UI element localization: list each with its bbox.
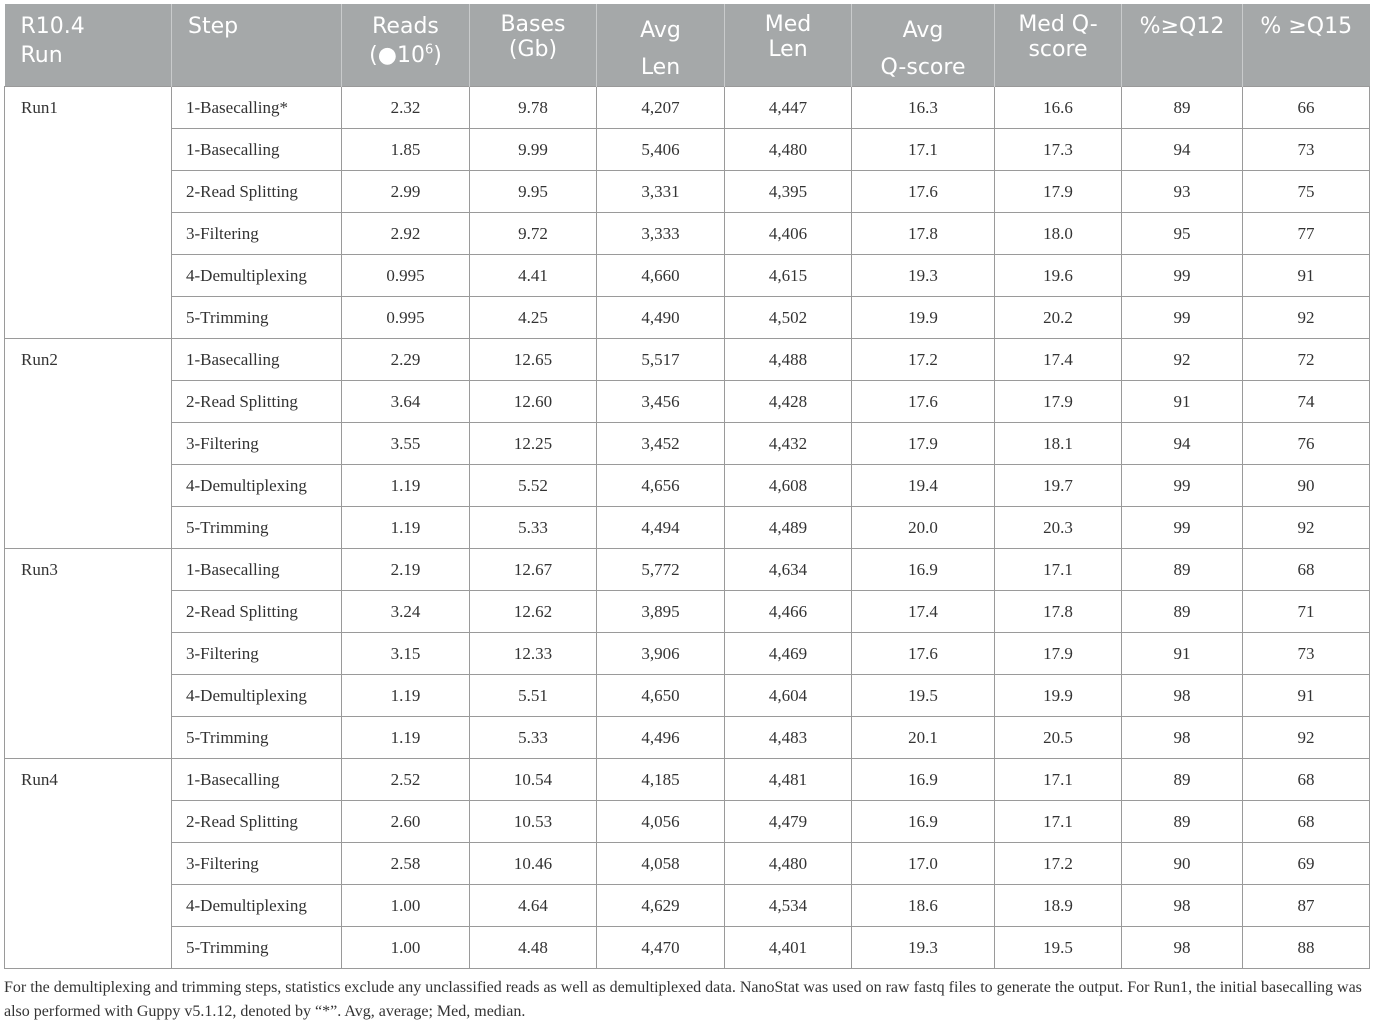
cell-pct-q15: 75 <box>1243 171 1370 213</box>
cell-reads: 2.52 <box>342 759 470 801</box>
cell-avg-qscore: 16.3 <box>852 87 995 129</box>
table-row <box>5 381 1370 423</box>
cell-avg-qscore: 17.6 <box>852 633 995 675</box>
header-med-qscore: Med Q- score <box>995 4 1122 87</box>
cell-reads: 1.85 <box>342 129 470 171</box>
cell-pct-q12: 99 <box>1122 255 1243 297</box>
cell-reads: 0.995 <box>342 255 470 297</box>
header-avg-qscore: Avg Q-score <box>852 4 995 87</box>
cell-avg-len: 5,772 <box>597 549 725 591</box>
table-row <box>5 717 1370 759</box>
cell-avg-qscore: 19.9 <box>852 297 995 339</box>
cell-med-len: 4,534 <box>725 885 852 927</box>
cell-pct-q15: 90 <box>1243 465 1370 507</box>
cell-avg-qscore: 17.9 <box>852 423 995 465</box>
header-pct-q12: %≥Q12 <box>1122 4 1243 87</box>
cell-reads: 1.19 <box>342 717 470 759</box>
cell-bases: 9.78 <box>470 87 597 129</box>
cell-med-qscore: 17.2 <box>995 843 1122 885</box>
cell-avg-len: 4,207 <box>597 87 725 129</box>
cell-step: 3-Filtering <box>172 423 342 465</box>
cell-bases: 4.64 <box>470 885 597 927</box>
cell-avg-qscore: 20.1 <box>852 717 995 759</box>
cell-pct-q12: 94 <box>1122 129 1243 171</box>
cell-pct-q12: 92 <box>1122 339 1243 381</box>
cell-avg-qscore: 19.4 <box>852 465 995 507</box>
cell-bases: 10.53 <box>470 801 597 843</box>
cell-med-len: 4,466 <box>725 591 852 633</box>
cell-avg-len: 4,494 <box>597 507 725 549</box>
cell-pct-q12: 99 <box>1122 465 1243 507</box>
cell-pct-q15: 72 <box>1243 339 1370 381</box>
table-footnote: For the demultiplexing and trimming steps, statistics exclude any unclassified reads as well as demultiplexed data. NanoStat was used on raw fastq files to generate the output. For Run1, the initial basecalling was also performed with Guppy v5.1.12, denoted by “*”. Avg, average; Med, median. <box>4 979 1362 1020</box>
cell-reads: 0.995 <box>342 297 470 339</box>
cell-pct-q12: 95 <box>1122 213 1243 255</box>
cell-med-len: 4,432 <box>725 423 852 465</box>
table-row <box>5 507 1370 549</box>
table-row <box>5 87 1370 129</box>
cell-step: 3-Filtering <box>172 843 342 885</box>
cell-avg-len: 4,656 <box>597 465 725 507</box>
cell-med-qscore: 18.9 <box>995 885 1122 927</box>
cell-pct-q12: 98 <box>1122 717 1243 759</box>
cell-pct-q15: 91 <box>1243 675 1370 717</box>
cell-step: 2-Read Splitting <box>172 591 342 633</box>
table-row <box>5 633 1370 675</box>
cell-avg-qscore: 19.3 <box>852 927 995 969</box>
cell-pct-q15: 92 <box>1243 717 1370 759</box>
cell-pct-q15: 92 <box>1243 507 1370 549</box>
cell-step: 5-Trimming <box>172 717 342 759</box>
cell-bases: 12.65 <box>470 339 597 381</box>
cell-bases: 10.46 <box>470 843 597 885</box>
cell-reads: 3.55 <box>342 423 470 465</box>
cell-pct-q12: 98 <box>1122 675 1243 717</box>
cell-pct-q15: 73 <box>1243 129 1370 171</box>
cell-med-len: 4,406 <box>725 213 852 255</box>
cell-step: 3-Filtering <box>172 213 342 255</box>
cell-step: 2-Read Splitting <box>172 381 342 423</box>
cell-pct-q12: 94 <box>1122 423 1243 465</box>
cell-pct-q12: 89 <box>1122 549 1243 591</box>
cell-reads: 2.29 <box>342 339 470 381</box>
cell-avg-qscore: 16.9 <box>852 759 995 801</box>
header-avg-len: Avg Len <box>597 4 725 87</box>
cell-bases: 5.33 <box>470 507 597 549</box>
cell-pct-q12: 90 <box>1122 843 1243 885</box>
cell-avg-len: 4,496 <box>597 717 725 759</box>
cell-reads: 3.64 <box>342 381 470 423</box>
cell-med-qscore: 16.6 <box>995 87 1122 129</box>
table-row <box>5 213 1370 255</box>
cell-reads: 2.32 <box>342 87 470 129</box>
cell-avg-len: 4,650 <box>597 675 725 717</box>
cell-avg-len: 4,490 <box>597 297 725 339</box>
cell-avg-qscore: 20.0 <box>852 507 995 549</box>
cell-step: 3-Filtering <box>172 633 342 675</box>
cell-avg-len: 4,660 <box>597 255 725 297</box>
cell-avg-len: 3,895 <box>597 591 725 633</box>
cell-avg-len: 5,406 <box>597 129 725 171</box>
cell-bases: 9.95 <box>470 171 597 213</box>
cell-reads: 2.19 <box>342 549 470 591</box>
cell-pct-q12: 89 <box>1122 759 1243 801</box>
cell-step: 1-Basecalling <box>172 759 342 801</box>
table-row <box>5 129 1370 171</box>
cell-med-qscore: 20.3 <box>995 507 1122 549</box>
cell-med-qscore: 17.8 <box>995 591 1122 633</box>
cell-med-qscore: 19.5 <box>995 927 1122 969</box>
cell-bases: 5.51 <box>470 675 597 717</box>
cell-med-qscore: 18.1 <box>995 423 1122 465</box>
cell-bases: 9.72 <box>470 213 597 255</box>
cell-step: 5-Trimming <box>172 507 342 549</box>
cell-bases: 12.67 <box>470 549 597 591</box>
table-row <box>5 339 1370 381</box>
cell-med-len: 4,489 <box>725 507 852 549</box>
cell-avg-qscore: 19.5 <box>852 675 995 717</box>
table-row <box>5 885 1370 927</box>
cell-avg-qscore: 17.0 <box>852 843 995 885</box>
cell-avg-qscore: 19.3 <box>852 255 995 297</box>
cell-avg-qscore: 17.6 <box>852 171 995 213</box>
cell-avg-qscore: 17.1 <box>852 129 995 171</box>
cell-reads: 2.60 <box>342 801 470 843</box>
cell-med-qscore: 18.0 <box>995 213 1122 255</box>
cell-bases: 5.52 <box>470 465 597 507</box>
cell-reads: 3.24 <box>342 591 470 633</box>
cell-bases: 4.25 <box>470 297 597 339</box>
cell-pct-q12: 98 <box>1122 927 1243 969</box>
cell-pct-q15: 71 <box>1243 591 1370 633</box>
cell-step: 2-Read Splitting <box>172 801 342 843</box>
cell-pct-q15: 74 <box>1243 381 1370 423</box>
cell-reads: 1.00 <box>342 927 470 969</box>
cell-pct-q12: 91 <box>1122 633 1243 675</box>
cell-pct-q12: 91 <box>1122 381 1243 423</box>
cell-avg-qscore: 18.6 <box>852 885 995 927</box>
cell-med-qscore: 17.9 <box>995 171 1122 213</box>
cell-avg-len: 4,629 <box>597 885 725 927</box>
cell-med-len: 4,604 <box>725 675 852 717</box>
cell-bases: 12.60 <box>470 381 597 423</box>
cell-med-qscore: 17.9 <box>995 633 1122 675</box>
cell-med-qscore: 17.3 <box>995 129 1122 171</box>
cell-step: 5-Trimming <box>172 297 342 339</box>
cell-avg-qscore: 17.8 <box>852 213 995 255</box>
header-pct-q15: % ≥Q15 <box>1243 4 1370 87</box>
cell-pct-q15: 66 <box>1243 87 1370 129</box>
table-row <box>5 927 1370 969</box>
cell-med-qscore: 19.7 <box>995 465 1122 507</box>
table-row <box>5 423 1370 465</box>
cell-bases: 4.48 <box>470 927 597 969</box>
cell-step: 1-Basecalling <box>172 549 342 591</box>
cell-pct-q12: 99 <box>1122 297 1243 339</box>
cell-step: 1-Basecalling* <box>172 87 342 129</box>
cell-reads: 1.19 <box>342 675 470 717</box>
cell-pct-q15: 91 <box>1243 255 1370 297</box>
cell-avg-len: 4,056 <box>597 801 725 843</box>
table-body <box>5 87 1370 969</box>
cell-avg-len: 3,452 <box>597 423 725 465</box>
cell-bases: 5.33 <box>470 717 597 759</box>
cell-bases: 12.33 <box>470 633 597 675</box>
cell-pct-q12: 98 <box>1122 885 1243 927</box>
cell-med-len: 4,481 <box>725 759 852 801</box>
run-label: Run4 <box>5 759 172 969</box>
cell-med-len: 4,608 <box>725 465 852 507</box>
cell-avg-len: 4,470 <box>597 927 725 969</box>
cell-avg-len: 5,517 <box>597 339 725 381</box>
table-row <box>5 171 1370 213</box>
cell-med-len: 4,395 <box>725 171 852 213</box>
cell-reads: 3.15 <box>342 633 470 675</box>
cell-avg-qscore: 17.2 <box>852 339 995 381</box>
cell-step: 4-Demultiplexing <box>172 255 342 297</box>
cell-med-qscore: 20.5 <box>995 717 1122 759</box>
cell-reads: 1.19 <box>342 507 470 549</box>
cell-step: 5-Trimming <box>172 927 342 969</box>
header-run: R10.4 Run <box>5 4 172 87</box>
cell-pct-q15: 88 <box>1243 927 1370 969</box>
cell-pct-q12: 89 <box>1122 591 1243 633</box>
cell-reads: 2.99 <box>342 171 470 213</box>
cell-pct-q15: 73 <box>1243 633 1370 675</box>
cell-bases: 4.41 <box>470 255 597 297</box>
table-row <box>5 297 1370 339</box>
cell-step: 4-Demultiplexing <box>172 465 342 507</box>
table-row <box>5 549 1370 591</box>
cell-pct-q15: 68 <box>1243 549 1370 591</box>
cell-med-qscore: 17.9 <box>995 381 1122 423</box>
header-step: Step <box>172 4 342 87</box>
table-row <box>5 591 1370 633</box>
cell-step: 1-Basecalling <box>172 129 342 171</box>
cell-med-len: 4,483 <box>725 717 852 759</box>
cell-med-qscore: 17.1 <box>995 549 1122 591</box>
cell-reads: 1.19 <box>342 465 470 507</box>
header-bases: Bases (Gb) <box>470 4 597 87</box>
cell-pct-q15: 68 <box>1243 759 1370 801</box>
cell-avg-len: 3,331 <box>597 171 725 213</box>
cell-pct-q15: 68 <box>1243 801 1370 843</box>
cell-med-qscore: 17.1 <box>995 759 1122 801</box>
cell-med-qscore: 17.4 <box>995 339 1122 381</box>
cell-avg-len: 3,906 <box>597 633 725 675</box>
cell-med-len: 4,488 <box>725 339 852 381</box>
run-statistics-table <box>4 4 1370 969</box>
cell-avg-len: 4,058 <box>597 843 725 885</box>
cell-pct-q15: 69 <box>1243 843 1370 885</box>
run-label: Run3 <box>5 549 172 759</box>
cell-med-len: 4,428 <box>725 381 852 423</box>
cell-pct-q15: 77 <box>1243 213 1370 255</box>
cell-bases: 9.99 <box>470 129 597 171</box>
cell-med-len: 4,479 <box>725 801 852 843</box>
cell-med-qscore: 17.1 <box>995 801 1122 843</box>
cell-med-qscore: 19.9 <box>995 675 1122 717</box>
cell-step: 1-Basecalling <box>172 339 342 381</box>
cell-med-len: 4,634 <box>725 549 852 591</box>
cell-step: 4-Demultiplexing <box>172 675 342 717</box>
table-row <box>5 675 1370 717</box>
cell-med-len: 4,615 <box>725 255 852 297</box>
cell-bases: 10.54 <box>470 759 597 801</box>
cell-avg-qscore: 17.4 <box>852 591 995 633</box>
cell-pct-q12: 99 <box>1122 507 1243 549</box>
table-row <box>5 255 1370 297</box>
cell-med-len: 4,469 <box>725 633 852 675</box>
header-row <box>5 4 1370 87</box>
cell-med-qscore: 20.2 <box>995 297 1122 339</box>
cell-pct-q12: 89 <box>1122 87 1243 129</box>
cell-med-len: 4,480 <box>725 843 852 885</box>
cell-pct-q15: 92 <box>1243 297 1370 339</box>
cell-step: 4-Demultiplexing <box>172 885 342 927</box>
header-reads: Reads $(●10^6)$ <box>342 4 470 87</box>
cell-avg-qscore: 17.6 <box>852 381 995 423</box>
run-label: Run1 <box>5 87 172 339</box>
cell-med-len: 4,480 <box>725 129 852 171</box>
cell-avg-len: 4,185 <box>597 759 725 801</box>
cell-pct-q15: 87 <box>1243 885 1370 927</box>
cell-bases: 12.62 <box>470 591 597 633</box>
table-row <box>5 465 1370 507</box>
table-row <box>5 759 1370 801</box>
header-med-len: Med Len <box>725 4 852 87</box>
cell-pct-q15: 76 <box>1243 423 1370 465</box>
cell-reads: 2.92 <box>342 213 470 255</box>
cell-med-len: 4,401 <box>725 927 852 969</box>
cell-step: 2-Read Splitting <box>172 171 342 213</box>
table-row <box>5 843 1370 885</box>
cell-med-len: 4,502 <box>725 297 852 339</box>
cell-med-len: 4,447 <box>725 87 852 129</box>
run-label: Run2 <box>5 339 172 549</box>
cell-reads: 1.00 <box>342 885 470 927</box>
cell-avg-qscore: 16.9 <box>852 549 995 591</box>
cell-avg-len: 3,333 <box>597 213 725 255</box>
cell-pct-q12: 93 <box>1122 171 1243 213</box>
cell-avg-len: 3,456 <box>597 381 725 423</box>
table-row <box>5 801 1370 843</box>
cell-reads: 2.58 <box>342 843 470 885</box>
cell-med-qscore: 19.6 <box>995 255 1122 297</box>
cell-pct-q12: 89 <box>1122 801 1243 843</box>
cell-avg-qscore: 16.9 <box>852 801 995 843</box>
cell-bases: 12.25 <box>470 423 597 465</box>
